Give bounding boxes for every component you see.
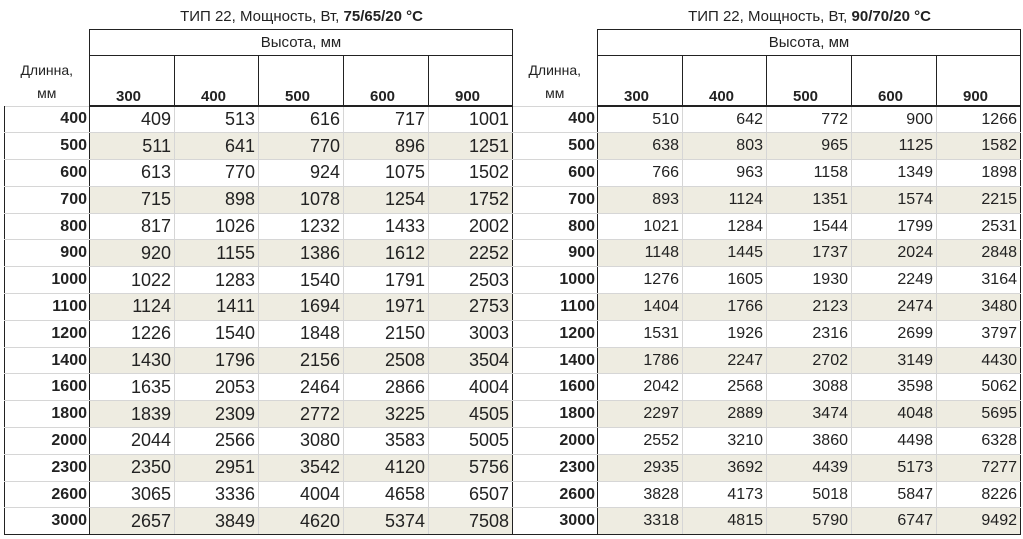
power-value-cell: 613 <box>90 160 175 187</box>
power-value-cell: 1445 <box>683 240 767 267</box>
column-header: 400 <box>683 56 767 107</box>
power-value-cell: 817 <box>90 213 175 240</box>
row-length-label: 3000 <box>513 508 598 535</box>
power-value-cell: 4658 <box>344 481 429 508</box>
table-row <box>5 401 513 428</box>
power-value-cell: 2247 <box>683 347 767 374</box>
table-row <box>513 428 1021 455</box>
power-value-cell: 3860 <box>767 428 852 455</box>
power-value-cell: 4004 <box>259 481 344 508</box>
power-value-cell: 1848 <box>259 320 344 347</box>
power-value-cell: 2702 <box>767 347 852 374</box>
power-value-cell: 3598 <box>852 374 937 401</box>
table-row <box>5 160 513 187</box>
power-value-cell: 1786 <box>598 347 683 374</box>
power-value-cell: 898 <box>175 186 259 213</box>
table-title-text: ТИП 22, Мощность, Вт, <box>180 8 344 25</box>
column-header: 900 <box>429 56 513 107</box>
power-value-cell: 2249 <box>852 267 937 294</box>
power-value-cell: 1635 <box>90 374 175 401</box>
power-value-cell: 2309 <box>175 401 259 428</box>
power-value-cell: 4505 <box>429 401 513 428</box>
table-row <box>5 428 513 455</box>
power-value-cell: 4439 <box>767 454 852 481</box>
row-length-label: 2000 <box>513 428 598 455</box>
table-row <box>513 320 1021 347</box>
power-value-cell: 2123 <box>767 294 852 321</box>
power-value-cell: 1430 <box>90 347 175 374</box>
column-header: 500 <box>259 56 344 107</box>
table-row <box>5 240 513 267</box>
power-value-cell: 3849 <box>175 508 259 535</box>
table-row <box>5 294 513 321</box>
power-value-cell: 4120 <box>344 454 429 481</box>
power-value-cell: 1148 <box>598 240 683 267</box>
power-value-cell: 3480 <box>937 294 1021 321</box>
table-row <box>5 267 513 294</box>
power-value-cell: 1752 <box>429 186 513 213</box>
row-length-label: 1400 <box>513 347 598 374</box>
length-header-line1: Длинна, <box>528 61 582 78</box>
power-value-cell: 2252 <box>429 240 513 267</box>
length-header-unit: мм <box>545 84 565 101</box>
table-row <box>5 106 513 133</box>
row-length-label: 2300 <box>5 454 90 481</box>
power-value-cell: 1351 <box>767 186 852 213</box>
power-value-cell: 1433 <box>344 213 429 240</box>
row-length-label: 3000 <box>5 508 90 535</box>
power-value-cell: 900 <box>852 106 937 133</box>
power-value-cell: 5062 <box>937 374 1021 401</box>
power-value-cell: 5173 <box>852 454 937 481</box>
power-value-cell: 1582 <box>937 133 1021 160</box>
power-value-cell: 1544 <box>767 213 852 240</box>
power-value-cell: 2297 <box>598 401 683 428</box>
power-value-cell: 717 <box>344 106 429 133</box>
power-value-cell: 1226 <box>90 320 175 347</box>
power-value-cell: 2042 <box>598 374 683 401</box>
row-length-label: 1600 <box>5 374 90 401</box>
power-value-cell: 638 <box>598 133 683 160</box>
table-body <box>513 106 1021 535</box>
power-value-cell: 3318 <box>598 508 683 535</box>
power-value-cell: 2150 <box>344 320 429 347</box>
power-value-cell: 3149 <box>852 347 937 374</box>
power-value-cell: 1078 <box>259 186 344 213</box>
power-value-cell: 1284 <box>683 213 767 240</box>
row-length-label: 1600 <box>513 374 598 401</box>
column-header: 300 <box>90 56 175 107</box>
power-value-cell: 616 <box>259 106 344 133</box>
power-value-cell: 803 <box>683 133 767 160</box>
length-header-unit: мм <box>37 84 57 101</box>
power-value-cell: 3336 <box>175 481 259 508</box>
power-value-cell: 5695 <box>937 401 1021 428</box>
table-row <box>513 374 1021 401</box>
table-row <box>5 454 513 481</box>
row-length-label: 400 <box>5 106 90 133</box>
power-value-cell: 3542 <box>259 454 344 481</box>
column-header: 500 <box>767 56 852 107</box>
table-row <box>5 481 513 508</box>
power-value-cell: 3210 <box>683 428 767 455</box>
power-value-cell: 1075 <box>344 160 429 187</box>
power-value-cell: 4620 <box>259 508 344 535</box>
power-value-cell: 409 <box>90 106 175 133</box>
power-value-cell: 1026 <box>175 213 259 240</box>
row-length-label: 900 <box>5 240 90 267</box>
table-title <box>597 5 1022 29</box>
power-value-cell: 5005 <box>429 428 513 455</box>
power-table <box>512 29 1021 535</box>
power-value-cell: 1926 <box>683 320 767 347</box>
power-value-cell: 3065 <box>90 481 175 508</box>
power-value-cell: 1125 <box>852 133 937 160</box>
table-body <box>5 106 513 535</box>
table-row <box>513 347 1021 374</box>
power-value-cell: 6747 <box>852 508 937 535</box>
table-title-temperature: 75/65/20 °С <box>343 8 423 25</box>
power-value-cell: 8226 <box>937 481 1021 508</box>
power-value-cell: 1158 <box>767 160 852 187</box>
power-value-cell: 3225 <box>344 401 429 428</box>
power-value-cell: 1531 <box>598 320 683 347</box>
column-header: 400 <box>175 56 259 107</box>
power-value-cell: 510 <box>598 106 683 133</box>
table-title <box>89 5 514 29</box>
power-value-cell: 2215 <box>937 186 1021 213</box>
power-value-cell: 1155 <box>175 240 259 267</box>
power-value-cell: 1001 <box>429 106 513 133</box>
power-value-cell: 2350 <box>90 454 175 481</box>
table-row <box>513 267 1021 294</box>
power-value-cell: 642 <box>683 106 767 133</box>
power-value-cell: 2044 <box>90 428 175 455</box>
power-value-cell: 2848 <box>937 240 1021 267</box>
power-value-cell: 1839 <box>90 401 175 428</box>
power-value-cell: 2508 <box>344 347 429 374</box>
power-value-cell: 924 <box>259 160 344 187</box>
row-length-label: 2300 <box>513 454 598 481</box>
table-row <box>5 133 513 160</box>
power-value-cell: 2474 <box>852 294 937 321</box>
power-value-cell: 6507 <box>429 481 513 508</box>
table-row <box>513 106 1021 133</box>
table-row <box>5 347 513 374</box>
row-length-label: 700 <box>5 186 90 213</box>
column-header: 600 <box>852 56 937 107</box>
power-value-cell: 9492 <box>937 508 1021 535</box>
table-row <box>513 508 1021 535</box>
power-value-cell: 1574 <box>852 186 937 213</box>
power-value-cell: 3003 <box>429 320 513 347</box>
row-length-label: 900 <box>513 240 598 267</box>
power-value-cell: 2772 <box>259 401 344 428</box>
power-value-cell: 7277 <box>937 454 1021 481</box>
power-value-cell: 1124 <box>683 186 767 213</box>
row-length-label: 1800 <box>5 401 90 428</box>
power-value-cell: 1612 <box>344 240 429 267</box>
power-table <box>4 29 513 535</box>
power-value-cell: 2503 <box>429 267 513 294</box>
power-value-cell: 1022 <box>90 267 175 294</box>
table-row <box>513 454 1021 481</box>
row-length-label: 1100 <box>5 294 90 321</box>
power-value-cell: 1276 <box>598 267 683 294</box>
power-value-cell: 1124 <box>90 294 175 321</box>
row-length-label: 1000 <box>513 267 598 294</box>
power-value-cell: 7508 <box>429 508 513 535</box>
power-value-cell: 2002 <box>429 213 513 240</box>
power-value-cell: 5756 <box>429 454 513 481</box>
power-value-cell: 4498 <box>852 428 937 455</box>
power-value-cell: 2156 <box>259 347 344 374</box>
table-title-text: ТИП 22, Мощность, Вт, <box>688 8 852 25</box>
height-header: Высота, мм <box>598 30 1021 56</box>
power-value-cell: 5847 <box>852 481 937 508</box>
power-value-cell: 965 <box>767 133 852 160</box>
power-value-cell: 4173 <box>683 481 767 508</box>
column-header: 300 <box>598 56 683 107</box>
column-header: 900 <box>937 56 1021 107</box>
power-value-cell: 3504 <box>429 347 513 374</box>
power-value-cell: 1266 <box>937 106 1021 133</box>
power-value-cell: 2935 <box>598 454 683 481</box>
power-value-cell: 2951 <box>175 454 259 481</box>
table-title-temperature: 90/70/20 °С <box>851 8 931 25</box>
power-value-cell: 2552 <box>598 428 683 455</box>
power-value-cell: 3164 <box>937 267 1021 294</box>
power-value-cell: 1251 <box>429 133 513 160</box>
power-value-cell: 1605 <box>683 267 767 294</box>
power-value-cell: 2753 <box>429 294 513 321</box>
power-value-cell: 3583 <box>344 428 429 455</box>
row-length-label: 500 <box>5 133 90 160</box>
power-value-cell: 5790 <box>767 508 852 535</box>
power-value-cell: 2531 <box>937 213 1021 240</box>
height-header: Высота, мм <box>90 30 513 56</box>
power-value-cell: 2566 <box>175 428 259 455</box>
power-value-cell: 513 <box>175 106 259 133</box>
power-value-cell: 1930 <box>767 267 852 294</box>
power-value-cell: 2316 <box>767 320 852 347</box>
power-value-cell: 893 <box>598 186 683 213</box>
row-length-label: 600 <box>513 160 598 187</box>
power-value-cell: 1971 <box>344 294 429 321</box>
row-length-label: 1200 <box>5 320 90 347</box>
power-value-cell: 1694 <box>259 294 344 321</box>
power-value-cell: 2053 <box>175 374 259 401</box>
table-row <box>5 186 513 213</box>
table-row <box>5 320 513 347</box>
power-value-cell: 4815 <box>683 508 767 535</box>
power-value-cell: 1766 <box>683 294 767 321</box>
table-row <box>513 160 1021 187</box>
row-length-label: 2600 <box>5 481 90 508</box>
table-row <box>5 508 513 535</box>
table-row <box>5 374 513 401</box>
power-value-cell: 2889 <box>683 401 767 428</box>
row-length-label: 1400 <box>5 347 90 374</box>
power-value-cell: 2464 <box>259 374 344 401</box>
power-value-cell: 5018 <box>767 481 852 508</box>
power-value-cell: 1898 <box>937 160 1021 187</box>
power-value-cell: 6328 <box>937 428 1021 455</box>
column-header: 600 <box>344 56 429 107</box>
table-row <box>513 133 1021 160</box>
row-length-label: 400 <box>513 106 598 133</box>
power-value-cell: 896 <box>344 133 429 160</box>
row-length-label: 1800 <box>513 401 598 428</box>
length-header <box>513 30 598 107</box>
power-value-cell: 1540 <box>175 320 259 347</box>
power-value-cell: 3080 <box>259 428 344 455</box>
power-value-cell: 2657 <box>90 508 175 535</box>
power-value-cell: 4004 <box>429 374 513 401</box>
power-value-cell: 1502 <box>429 160 513 187</box>
table-row <box>513 294 1021 321</box>
power-value-cell: 2568 <box>683 374 767 401</box>
row-length-label: 1200 <box>513 320 598 347</box>
power-value-cell: 1799 <box>852 213 937 240</box>
row-length-label: 1100 <box>513 294 598 321</box>
row-length-label: 2000 <box>5 428 90 455</box>
power-value-cell: 770 <box>259 133 344 160</box>
power-value-cell: 1021 <box>598 213 683 240</box>
power-value-cell: 1349 <box>852 160 937 187</box>
power-value-cell: 4430 <box>937 347 1021 374</box>
table-row <box>513 186 1021 213</box>
power-value-cell: 772 <box>767 106 852 133</box>
table-row <box>513 481 1021 508</box>
power-value-cell: 511 <box>90 133 175 160</box>
power-value-cell: 1737 <box>767 240 852 267</box>
power-value-cell: 2699 <box>852 320 937 347</box>
power-value-cell: 1283 <box>175 267 259 294</box>
power-value-cell: 2024 <box>852 240 937 267</box>
table-row <box>5 213 513 240</box>
table-row <box>513 213 1021 240</box>
power-value-cell: 3797 <box>937 320 1021 347</box>
power-value-cell: 2866 <box>344 374 429 401</box>
table-row <box>513 401 1021 428</box>
power-value-cell: 766 <box>598 160 683 187</box>
power-value-cell: 1796 <box>175 347 259 374</box>
table-row <box>513 240 1021 267</box>
row-length-label: 800 <box>5 213 90 240</box>
power-value-cell: 3828 <box>598 481 683 508</box>
power-value-cell: 1540 <box>259 267 344 294</box>
row-length-label: 2600 <box>513 481 598 508</box>
power-value-cell: 1386 <box>259 240 344 267</box>
power-value-cell: 3692 <box>683 454 767 481</box>
row-length-label: 800 <box>513 213 598 240</box>
length-header-line1: Длинна, <box>20 61 74 78</box>
power-value-cell: 1254 <box>344 186 429 213</box>
power-value-cell: 3088 <box>767 374 852 401</box>
power-value-cell: 641 <box>175 133 259 160</box>
power-value-cell: 4048 <box>852 401 937 428</box>
length-header <box>5 30 90 107</box>
power-value-cell: 5374 <box>344 508 429 535</box>
power-value-cell: 920 <box>90 240 175 267</box>
power-value-cell: 1404 <box>598 294 683 321</box>
power-value-cell: 3474 <box>767 401 852 428</box>
row-length-label: 1000 <box>5 267 90 294</box>
power-value-cell: 1791 <box>344 267 429 294</box>
row-length-label: 700 <box>513 186 598 213</box>
power-value-cell: 963 <box>683 160 767 187</box>
power-value-cell: 1232 <box>259 213 344 240</box>
power-value-cell: 715 <box>90 186 175 213</box>
power-value-cell: 1411 <box>175 294 259 321</box>
row-length-label: 600 <box>5 160 90 187</box>
power-value-cell: 770 <box>175 160 259 187</box>
row-length-label: 500 <box>513 133 598 160</box>
